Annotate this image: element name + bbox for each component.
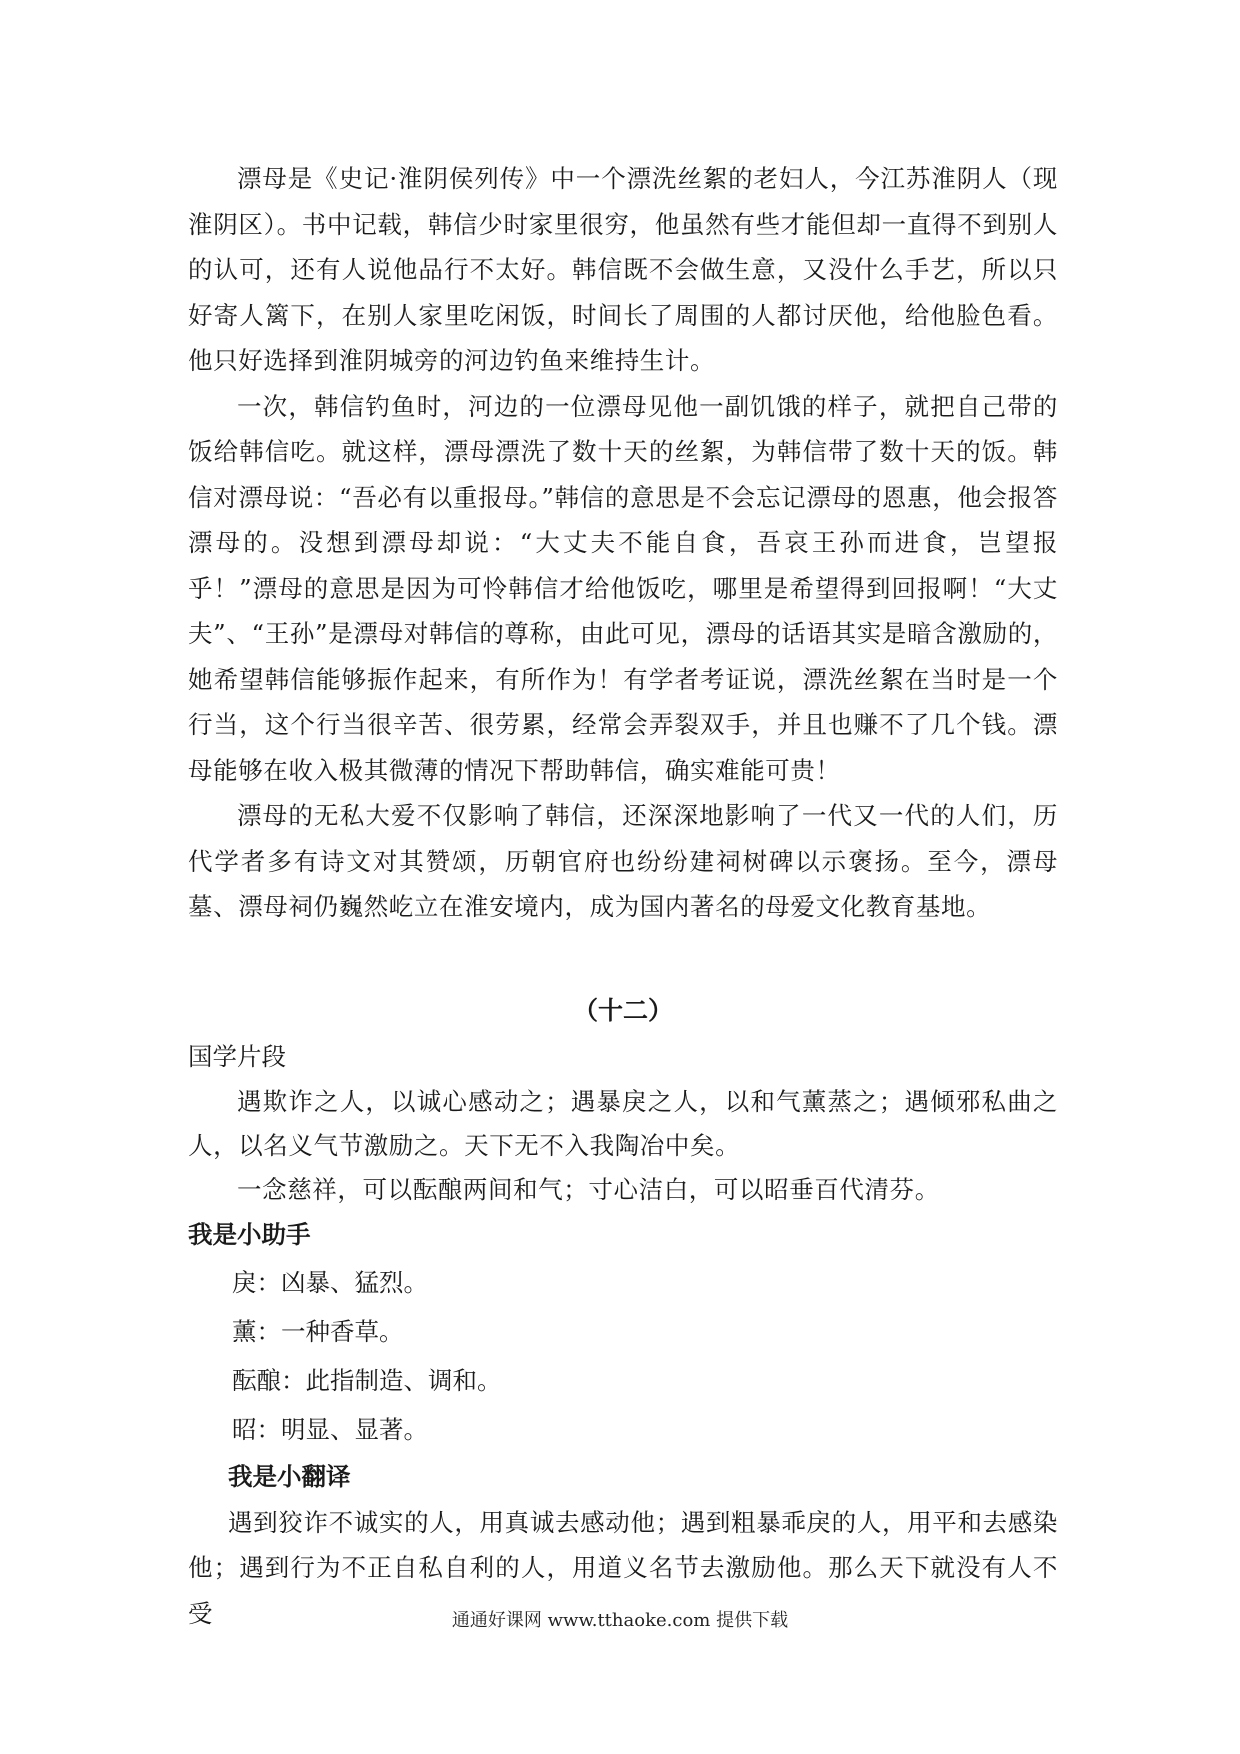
guoxue-heading: 国学片段 xyxy=(188,1041,286,1071)
translate-heading: 我是小翻译 xyxy=(228,1461,351,1491)
body-paragraph-1: 漂母是《史记·淮阴侯列传》中一个漂洗丝絮的老妇人，今江苏淮阴人（现淮阴区）。书中记载，韩信少时家里很穷，他虽然有些才能但却一直得不到别人的认可，还有人说他品行不太好。韩信既不会做生意，又没什么手艺，所以只好寄人篱下，在别人家里吃闲饭，时间长了周围的人都讨厌他，给他脸色看。他只好选择到淮阴城旁的河边钓鱼来维持生计。 xyxy=(188,164,1058,375)
body-paragraph-3: 漂母的无私大爱不仅影响了韩信，还深深地影响了一代又一代的人们，历代学者多有诗文对其赞颂，历朝官府也纷纷建祠树碑以示褒扬。至今，漂母墓、漂母祠仍巍然屹立在淮安境内，成为国内著名的母爱文化教育基地。 xyxy=(188,801,1058,921)
helper-heading: 我是小助手 xyxy=(188,1219,311,1249)
guoxue-paragraph-2: 一念慈祥，可以酝酿两间和气；寸心洁白，可以昭垂百代清芬。 xyxy=(237,1174,940,1204)
gloss-item: 戾：凶暴、猛烈。 xyxy=(232,1267,428,1297)
section-title: （十二） xyxy=(572,995,673,1025)
gloss-item: 薰：一种香草。 xyxy=(232,1316,404,1346)
translate-paragraph: 遇到狡诈不诚实的人，用真诚去感动他；遇到粗暴乖戾的人，用平和去感染他；遇到行为不正自私自利的人，用道义名节去激励他。那么天下就没有人不受 xyxy=(188,1507,1058,1628)
document-page xyxy=(188,156,1058,1636)
gloss-item: 昭：明显、显著。 xyxy=(232,1414,428,1444)
body-paragraph-2: 一次，韩信钓鱼时，河边的一位漂母见他一副饥饿的样子，就把自己带的饭给韩信吃。就这样，漂母漂洗了数十天的丝絮，为韩信带了数十天的饭。韩信对漂母说：“吾必有以重报母。”韩信的意思是不会忘记漂母的恩惠，他会报答漂母的。没想到漂母却说：“大丈夫不能自食，吾哀王孙而进食，岂望报乎！”漂母的意思是因为可怜韩信才给他饭吃，哪里是希望得到回报啊！“大丈夫”、“王孙”是漂母对韩信的尊称，由此可见，漂母的话语其实是暗含激励的，她希望韩信能够振作起来，有所作为！有学者考证说，漂洗丝絮在当时是一个行当，这个行当很辛苦、很劳累，经常会弄裂双手，并且也赚不了几个钱。漂母能够在收入极其微薄的情况下帮助韩信，确实难能可贵！ xyxy=(188,391,1058,785)
guoxue-paragraph-1: 遇欺诈之人，以诚心感动之；遇暴戾之人，以和气薰蒸之；遇倾邪私曲之人，以名义气节激励之。天下无不入我陶冶中矣。 xyxy=(188,1086,1058,1160)
gloss-item: 酝酿：此指制造、调和。 xyxy=(232,1365,502,1395)
footer-watermark: 通通好课网 www.tthaoke.com 提供下载 xyxy=(451,1610,789,1631)
